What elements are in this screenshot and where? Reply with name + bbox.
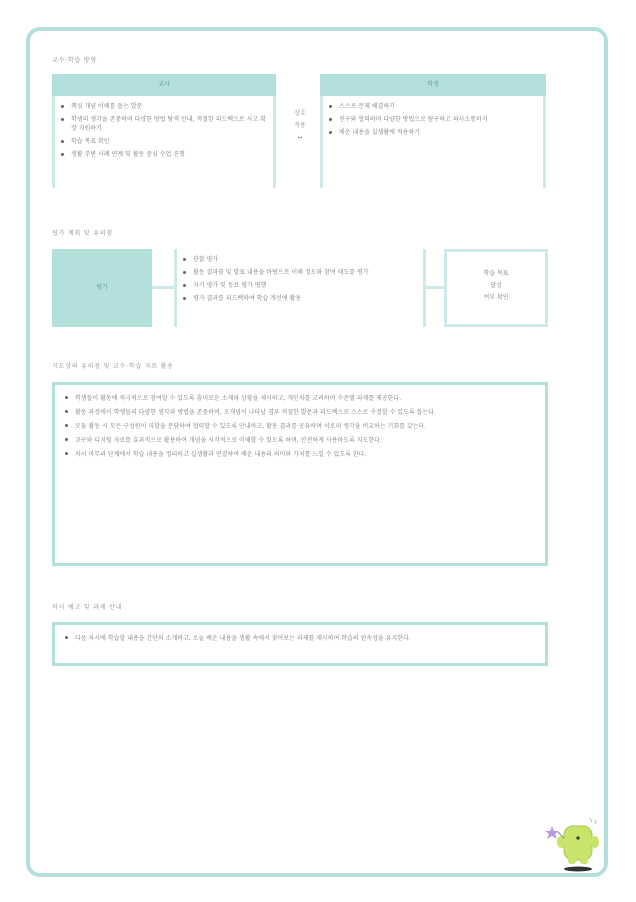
- guidance-item: 활동 과정에서 학생들의 다양한 생각과 방법을 존중하며, 오개념이 나타날 경우 적절한 발문과 피드백으로 스스로 수정할 수 있도록 돕는다.: [61, 407, 539, 418]
- goal-line-1: 학습 목표: [483, 270, 509, 277]
- section3-title: 지도상의 유의점 및 교수·학습 자료 활용: [52, 363, 174, 370]
- next-lesson-item: 다음 차시에 학습할 내용을 간단히 소개하고, 오늘 배운 내용을 생활 속에서 찾아보는 과제를 제시하여 학습의 연속성을 유지한다.: [61, 633, 539, 644]
- guidance-item: 모둠 활동 시 모든 구성원이 역할을 분담하여 협력할 수 있도록 안내하고, 활동 결과를 공유하며 서로의 생각을 비교하는 기회를 갖는다.: [61, 421, 539, 432]
- student-list-item: 배운 내용을 실생활에 적용하기: [325, 128, 539, 137]
- interaction-word-2: 작용: [294, 122, 306, 129]
- green-monster-mascot-icon: [544, 812, 608, 874]
- teacher-list-item: 핵심 개념 이해를 돕는 발문: [57, 102, 269, 111]
- guidance-list: [61, 393, 539, 460]
- evaluation-method-item: 관찰 평가: [179, 255, 419, 264]
- next-lesson-list: [61, 633, 539, 644]
- guidance-box: [52, 382, 548, 566]
- guidance-item: 학생들이 활동에 적극적으로 참여할 수 있도록 흥미로운 소재와 상황을 제시하고, 개인차를 고려하여 수준별 과제를 제공한다.: [61, 393, 539, 404]
- next-lesson-box: [52, 622, 548, 666]
- student-list: [325, 102, 539, 137]
- teacher-list: [57, 102, 269, 159]
- evaluation-method-item: 활동 결과물 및 발표 내용을 바탕으로 이해 정도와 참여 태도를 평가: [179, 268, 419, 277]
- student-body: [320, 96, 546, 188]
- teacher-column: [52, 74, 276, 188]
- student-header: 학생: [320, 74, 546, 96]
- teacher-header: 교사: [52, 74, 276, 96]
- interaction-word-1: 상호: [294, 110, 306, 117]
- evaluation-label-box: 평가: [52, 249, 152, 327]
- section4-title: 차시 예고 및 과제 안내: [52, 604, 123, 611]
- student-list-item: 친구와 협력하며 다양한 방법으로 탐구하고 의사소통하기: [325, 115, 539, 124]
- section2-title: 평가 계획 및 유의점: [52, 230, 113, 237]
- evaluation-methods-box: [174, 249, 426, 327]
- evaluation-methods-list: [179, 255, 419, 303]
- interaction-label: [280, 108, 320, 144]
- connector-line-1: [152, 286, 174, 289]
- teacher-list-item: 학생의 생각을 존중하며 다양한 방법 탐색 안내, 적절한 피드백으로 사고 확장 지원하기: [57, 115, 269, 133]
- evaluation-goal-box: [444, 249, 548, 327]
- teacher-body: [52, 96, 276, 188]
- guidance-item: 차시 마무리 단계에서 학습 내용을 정리하고 실생활과 연결하여 배운 내용의 의미와 가치를 느낄 수 있도록 한다.: [61, 449, 539, 460]
- teacher-list-item: 학습 목표 확인: [57, 137, 269, 146]
- student-list-item: 스스로 문제 해결하기: [325, 102, 539, 111]
- interaction-arrow-icon: ↔: [297, 134, 303, 141]
- connector-line-2: [426, 286, 444, 289]
- guidance-item: 교구와 디지털 자료를 효과적으로 활용하여 개념을 시각적으로 이해할 수 있도록 하며, 안전하게 사용하도록 지도한다.: [61, 435, 539, 446]
- evaluation-method-item: 평가 결과를 피드백하여 학습 개선에 활용: [179, 294, 419, 303]
- goal-line-3: 여부 확인: [483, 294, 509, 301]
- section1-title: 교수·학습 방향: [52, 57, 97, 64]
- teacher-list-item: 생활 주변 사례 연계 및 활동 중심 수업 진행: [57, 150, 269, 159]
- goal-line-2: 달성: [490, 282, 502, 289]
- student-column: [320, 74, 546, 188]
- evaluation-method-item: 자기 평가 및 동료 평가 병행: [179, 281, 419, 290]
